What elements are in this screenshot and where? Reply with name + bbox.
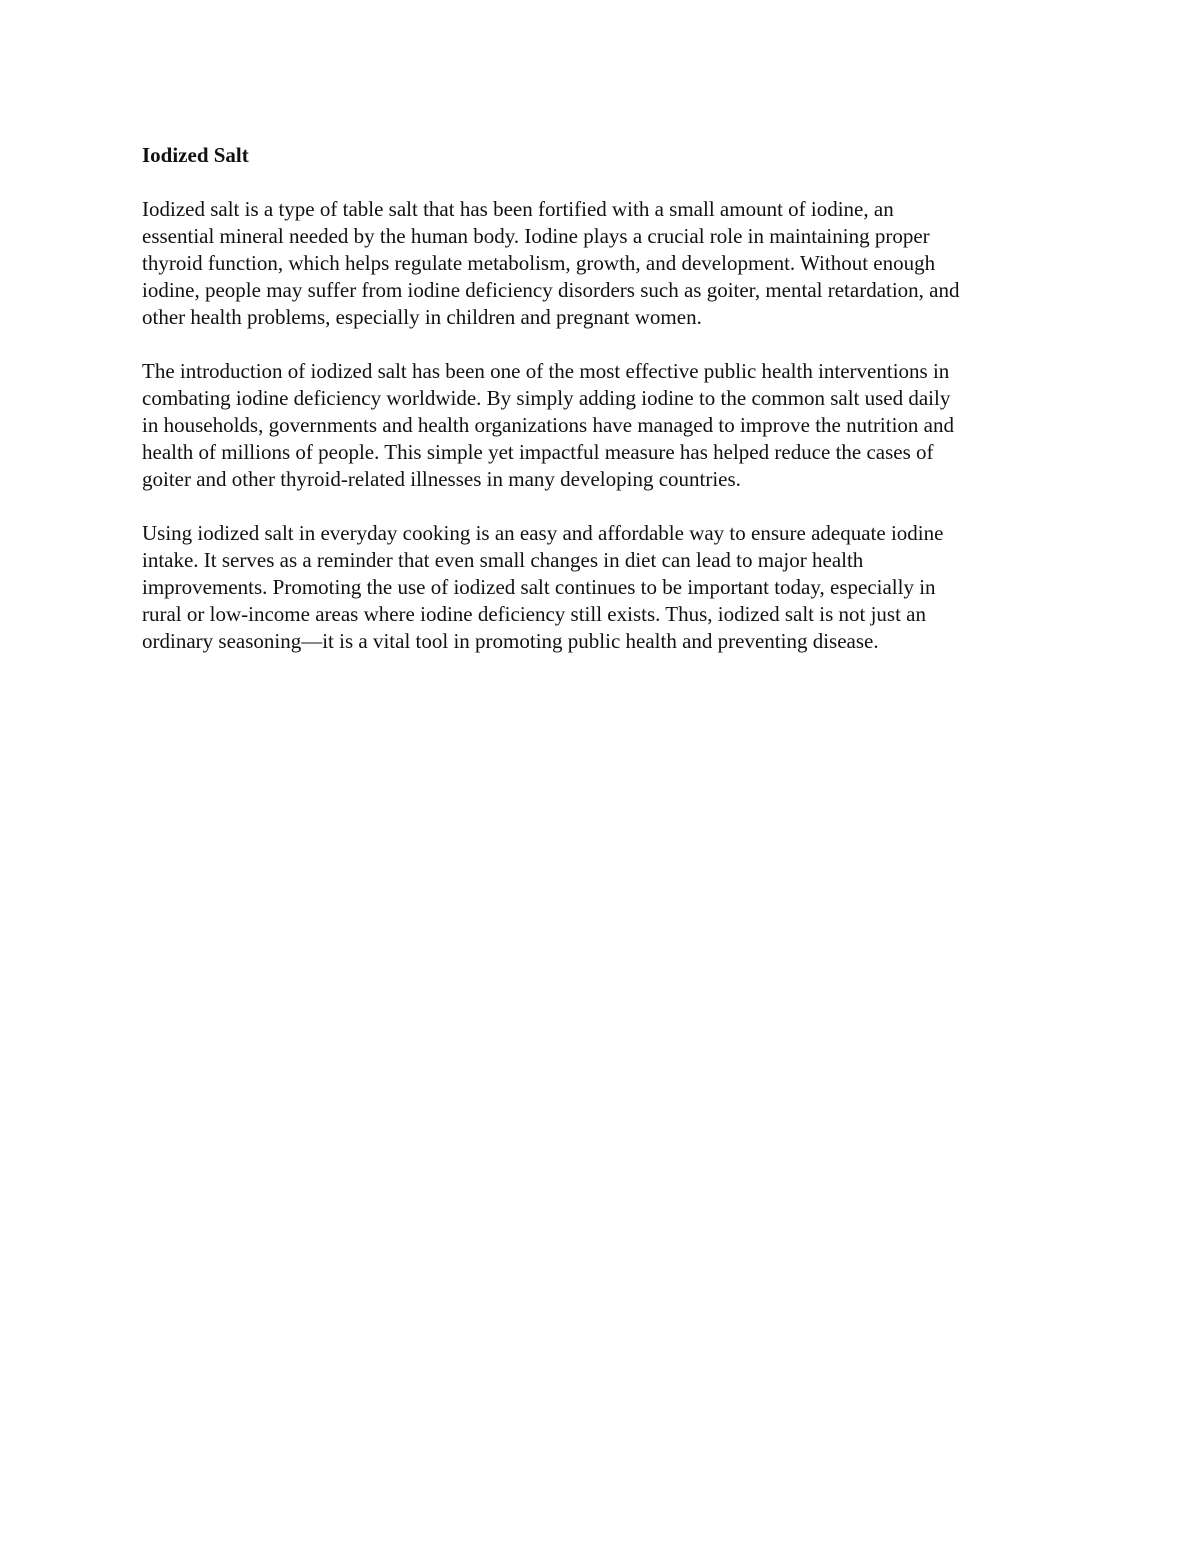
document-title: Iodized Salt: [142, 143, 249, 167]
paragraph-line: goiter and other thyroid-related illnesses in many developing countries.: [142, 467, 741, 491]
paragraph-line: Using iodized salt in everyday cooking is an easy and affordable way to ensure adequate iodine: [142, 521, 944, 545]
paragraph-line: rural or low-income areas where iodine deficiency still exists. Thus, iodized salt is not just an: [142, 602, 926, 626]
paragraph-line: in households, governments and health organizations have managed to improve the nutrition and: [142, 413, 955, 437]
paragraph-line: ordinary seasoning—it is a vital tool in promoting public health and preventing disease.: [142, 629, 879, 653]
paragraph-line: The introduction of iodized salt has been one of the most effective public health interventions in: [142, 359, 950, 383]
paragraph-3: [142, 520, 1082, 655]
paragraph-line: iodine, people may suffer from iodine deficiency disorders such as goiter, mental retardation, and: [142, 278, 960, 302]
paragraph-2: [142, 358, 1082, 493]
paragraph-line: Iodized salt is a type of table salt that has been fortified with a small amount of iodine, an: [142, 197, 894, 221]
paragraph-line: improvements. Promoting the use of iodized salt continues to be important today, especially in: [142, 575, 936, 599]
paragraph-line: health of millions of people. This simple yet impactful measure has helped reduce the cases of: [142, 440, 934, 464]
document-body: [142, 142, 1082, 682]
paragraph-line: essential mineral needed by the human body. Iodine plays a crucial role in maintaining proper: [142, 224, 930, 248]
paragraph-line: other health problems, especially in children and pregnant women.: [142, 305, 702, 329]
paragraph-line: thyroid function, which helps regulate metabolism, growth, and development. Without enough: [142, 251, 936, 275]
paragraph-1: [142, 196, 1082, 331]
paragraph-line: intake. It serves as a reminder that even small changes in diet can lead to major health: [142, 548, 864, 572]
paragraph-line: combating iodine deficiency worldwide. By simply adding iodine to the common salt used daily: [142, 386, 951, 410]
